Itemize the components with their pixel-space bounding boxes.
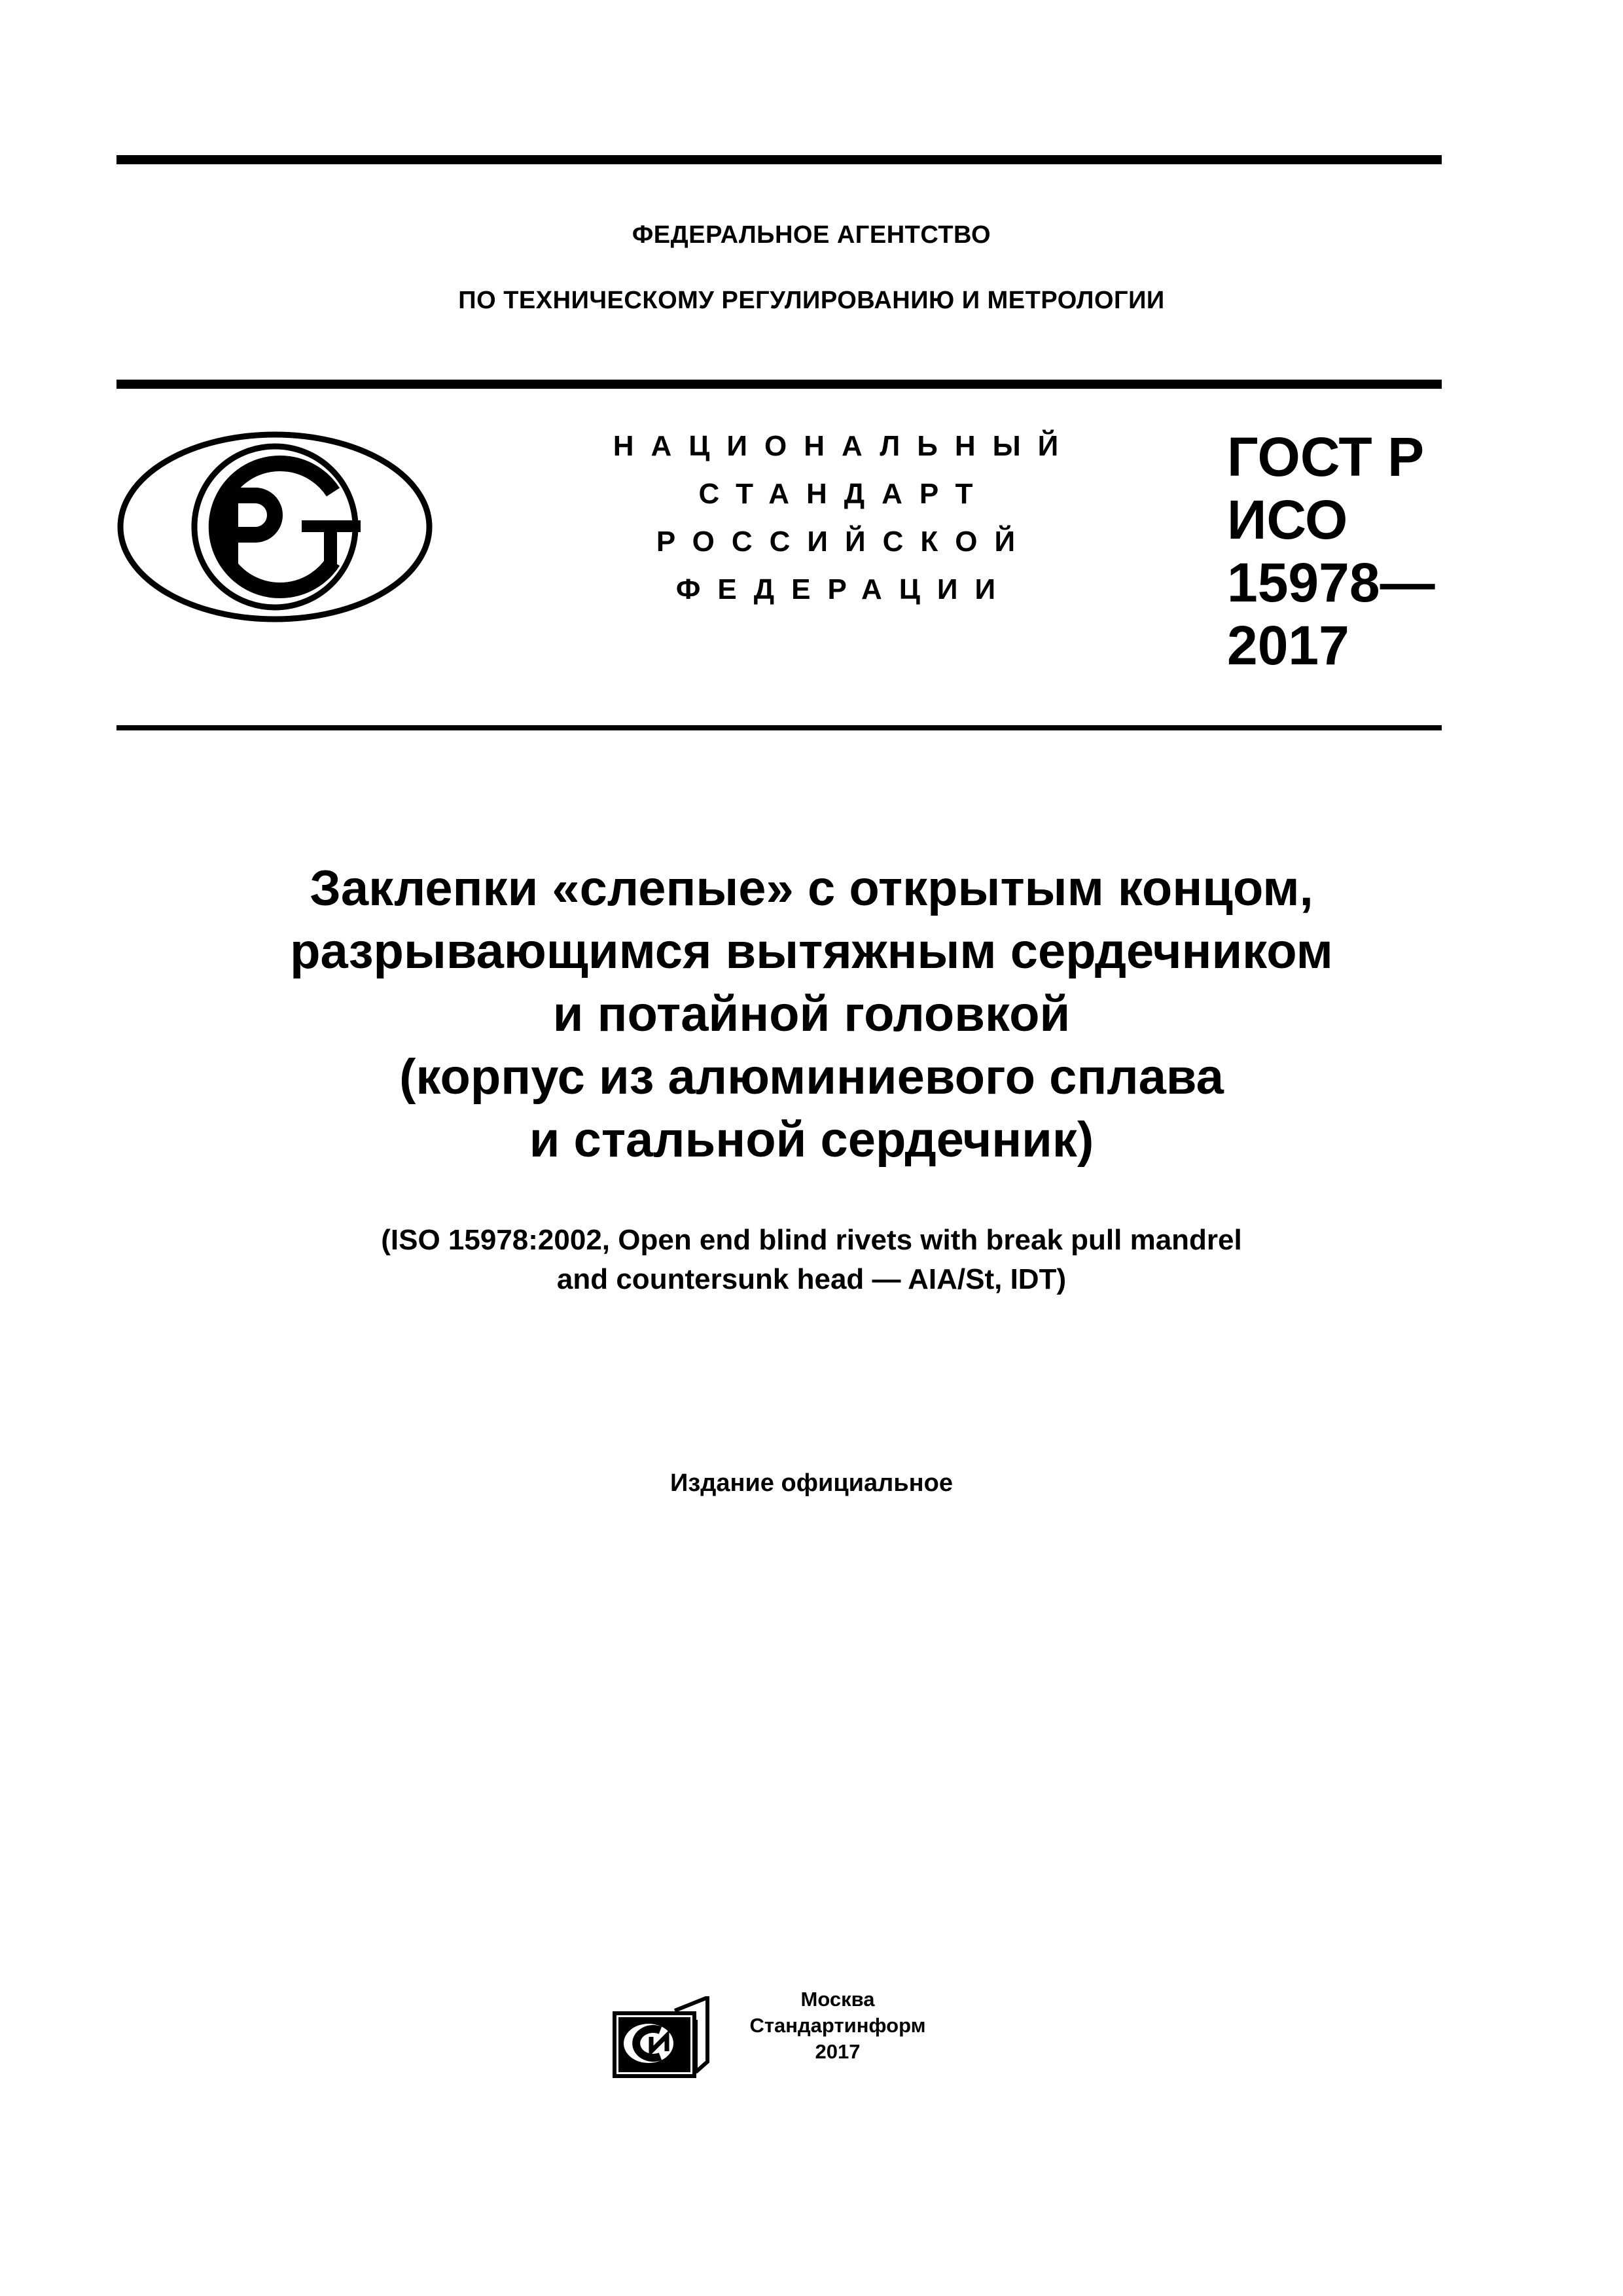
designation-line-4: 2017 <box>1227 615 1349 676</box>
designation-rule <box>116 725 1442 730</box>
header-rule <box>116 380 1442 389</box>
iso-reference-line-2: and countersunk head — AIA/St, IDT) <box>556 1263 1067 1295</box>
agency-line-2: ПО ТЕХНИЧЕСКОМУ РЕГУЛИРОВАНИЮ И МЕТРОЛОГИИ <box>458 287 1165 314</box>
publisher-name: Стандартинформ <box>749 2014 926 2037</box>
publisher-info <box>726 1986 949 2065</box>
agency-line-1: ФЕДЕРАЛЬНОЕ АГЕНТСТВО <box>632 221 991 249</box>
title-line-2: разрывающимся вытяжным сердечником <box>290 924 1333 979</box>
publisher-year: 2017 <box>815 2040 861 2063</box>
standard-type <box>563 422 1126 613</box>
standard-type-line-2: СТАНДАРТ <box>698 478 990 510</box>
standard-type-line-4: ФЕДЕРАЦИИ <box>675 573 1013 605</box>
edition-label: Издание официальное <box>670 1469 953 1497</box>
iso-reference <box>0 1221 1623 1299</box>
standartinform-logo-icon <box>612 1996 710 2078</box>
title-line-3: и потайной головкой <box>552 986 1071 1042</box>
top-rule <box>116 155 1442 164</box>
standard-type-line-1: НАЦИОНАЛЬНЫЙ <box>613 430 1076 462</box>
title-line-4: (корпус из алюминиевого сплава <box>399 1049 1224 1105</box>
designation-line-2: ИСО <box>1227 489 1348 550</box>
title-line-1: Заклепки «слепые» с открытым концом, <box>310 861 1313 916</box>
standard-type-line-3: РОССИЙСКОЙ <box>656 526 1033 558</box>
designation-line-1: ГОСТ Р <box>1227 426 1425 488</box>
rst-logo-icon <box>115 429 435 625</box>
title-line-5: и стальной сердечник) <box>529 1112 1094 1168</box>
iso-reference-line-1: (ISO 15978:2002, Open end blind rivets with break pull mandrel <box>381 1224 1242 1256</box>
document-title <box>0 857 1623 1172</box>
standard-designation <box>1227 425 1435 677</box>
designation-line-3: 15978— <box>1227 552 1435 613</box>
publisher-city: Москва <box>800 1988 875 2011</box>
